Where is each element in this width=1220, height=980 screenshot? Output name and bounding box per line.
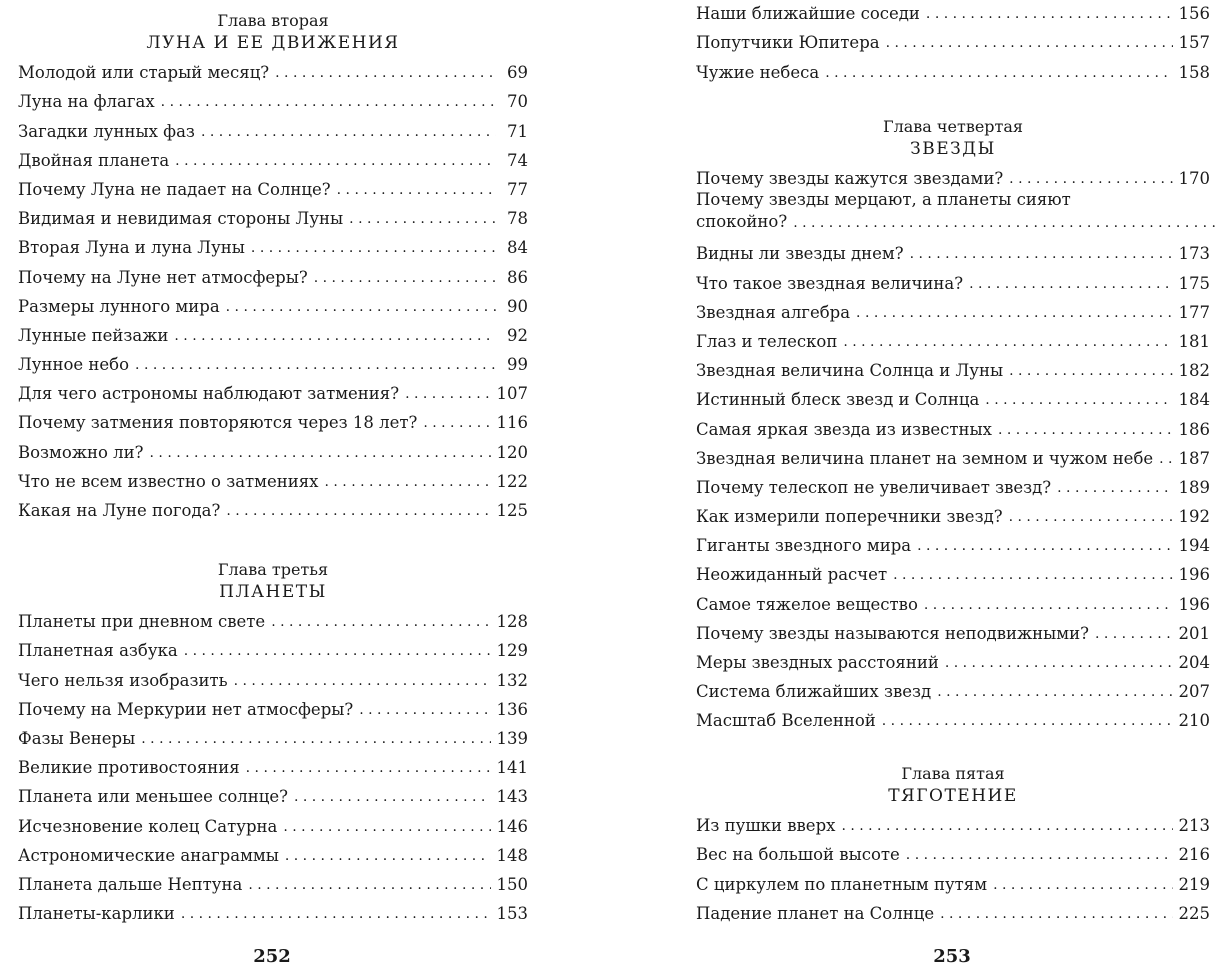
entry-title: Почему звезды кажутся звездами? (696, 169, 1004, 189)
toc-entry (18, 112, 528, 141)
dot-leader (337, 180, 496, 200)
dot-leader (1009, 361, 1172, 381)
toc-entry (18, 433, 528, 462)
entry-page: 157 (1178, 33, 1210, 53)
toc-entry (696, 189, 1210, 235)
entry-title: Планетная азбука (18, 641, 178, 661)
entry-page: 213 (1178, 816, 1210, 836)
toc-entry (18, 229, 528, 258)
entry-title: Почему телескоп не увеличивает звезд? (696, 477, 1052, 497)
dot-leader (246, 758, 491, 778)
entry-page: 107 (496, 384, 528, 404)
entry-title: Лунное небо (18, 355, 130, 375)
toc-entry (18, 288, 528, 317)
entry-page: 216 (1178, 845, 1210, 865)
entry-page: 150 (496, 874, 528, 894)
dot-leader (175, 151, 496, 171)
toc-entry (18, 463, 528, 492)
chapter-5-section (696, 763, 1210, 924)
dot-leader (325, 472, 491, 492)
entry-title: Система ближайших звезд (696, 682, 932, 702)
entry-title: Размеры лунного мира (18, 296, 220, 316)
dot-leader (886, 33, 1173, 53)
toc-entry (18, 691, 528, 720)
entry-page: 186 (1178, 419, 1210, 439)
dot-leader (924, 595, 1173, 615)
toc-entry (18, 632, 528, 661)
entry-title: Попутчики Юпитера (696, 33, 880, 53)
entry-title: Самое тяжелое вещество (696, 594, 918, 614)
toc-entry (18, 895, 528, 924)
toc-entry (18, 404, 528, 433)
toc-entry (18, 778, 528, 807)
dot-leader (226, 297, 496, 317)
entry-title: Для чего астрономы наблюдают затмения? (18, 384, 400, 404)
dot-leader (283, 817, 490, 837)
toc-entry (18, 375, 528, 404)
toc-entry (696, 556, 1210, 585)
dot-leader (937, 682, 1172, 702)
entry-title: Возможно ли? (18, 442, 144, 462)
entry-page: 158 (1178, 62, 1210, 82)
dot-leader (226, 501, 490, 521)
toc-entry (18, 492, 528, 521)
entry-page: 181 (1178, 331, 1210, 351)
entry-title: Наши ближайшие соседи (696, 4, 920, 24)
dot-leader (314, 268, 496, 288)
dot-leader (940, 904, 1172, 924)
entry-title: Истинный блеск звезд и Солнца (696, 390, 980, 410)
chapter-label: Глава третья (217, 560, 329, 579)
entry-page: 146 (496, 816, 528, 836)
toc-entry (696, 440, 1210, 469)
entry-page: 219 (1178, 874, 1210, 894)
toc-entry (696, 895, 1210, 924)
toc-entry (696, 381, 1210, 410)
entry-title: Вторая Луна и луна Луны (18, 238, 245, 258)
dot-leader (234, 671, 491, 691)
chapter-title: ЛУНА И ЕЕ ДВИЖЕНИЯ (146, 33, 400, 53)
page-number: 252 (253, 946, 291, 967)
dot-leader (1009, 507, 1173, 527)
entry-title: Звездная величина Солнца и Луны (696, 361, 1004, 381)
dot-leader (926, 4, 1173, 24)
chapter-label: Глава вторая (217, 11, 329, 30)
entry-page: 86 (507, 267, 528, 287)
toc-entry (696, 498, 1210, 527)
entry-page: 139 (496, 728, 528, 748)
chapter-label: Глава пятая (901, 764, 1005, 783)
dot-leader (856, 303, 1172, 323)
entry-page: 84 (507, 238, 528, 258)
dot-leader (1095, 624, 1173, 644)
entry-title: Глаз и телескоп (696, 331, 838, 351)
entry-page: 122 (496, 471, 528, 491)
entry-page: 189 (1178, 477, 1210, 497)
dot-leader (993, 875, 1172, 895)
entry-page: 141 (496, 758, 528, 778)
left-page (0, 0, 560, 980)
toc-entry (696, 585, 1210, 614)
entry-title: Планеты-карлики (18, 904, 175, 924)
entry-page: 128 (496, 612, 528, 632)
dot-leader (969, 274, 1172, 294)
entry-title: Падение планет на Солнце (696, 903, 935, 923)
toc-entry (18, 837, 528, 866)
entry-title: Звездная алгебра (696, 302, 851, 322)
entry-title: Почему Луна не падает на Солнце? (18, 179, 331, 199)
entry-title: Самая яркая звезда из известных (696, 419, 992, 439)
entry-page: 177 (1178, 302, 1210, 322)
dot-leader (285, 846, 491, 866)
dot-leader (1009, 169, 1172, 189)
entry-title: Гиганты звездного мира (696, 536, 912, 556)
toc-entry (696, 53, 1210, 82)
entry-page: 92 (507, 325, 528, 345)
entry-page: 120 (496, 442, 528, 462)
toc-entry (696, 469, 1210, 498)
entry-title: Звездная величина планет на земном и чужом небе (696, 448, 1154, 468)
chapter-title: ЗВЕЗДЫ (910, 139, 996, 159)
dot-leader (271, 612, 490, 632)
entry-title: Загадки лунных фаз (18, 121, 195, 141)
entry-page: 77 (507, 179, 528, 199)
entry-title: Неожиданный расчет (696, 565, 888, 585)
dot-leader (985, 390, 1172, 410)
toc-entry (696, 836, 1210, 865)
entry-title: Великие противостояния (18, 758, 240, 778)
right-page (680, 0, 1220, 980)
entry-title: Почему на Луне нет атмосферы? (18, 267, 308, 287)
entry-title: Почему на Меркурии нет атмосферы? (18, 699, 354, 719)
dot-leader (882, 711, 1173, 731)
toc-entry (696, 527, 1210, 556)
toc-entry (18, 720, 528, 749)
chapter-label: Глава четвертая (882, 117, 1024, 136)
toc-entry (696, 264, 1210, 293)
entry-title: Чего нельзя изобразить (18, 670, 228, 690)
entry-page: 210 (1178, 711, 1210, 731)
dot-leader (150, 443, 491, 463)
toc-entry (696, 807, 1210, 836)
entry-page: 207 (1178, 682, 1210, 702)
toc-entry (696, 352, 1210, 381)
toc-entries (18, 54, 528, 521)
dot-leader (174, 326, 496, 346)
toc-entry (696, 24, 1210, 53)
continued-entries-section (696, 0, 1210, 83)
dot-leader (141, 729, 490, 749)
entry-title: Видны ли звезды днем? (696, 244, 904, 264)
entry-page: 132 (496, 670, 528, 690)
dot-leader (945, 653, 1173, 673)
entry-page: 74 (507, 150, 528, 170)
entry-title: спокойно? (696, 212, 788, 232)
dot-leader (906, 845, 1173, 865)
toc-entry (18, 749, 528, 778)
toc-entry (18, 346, 528, 375)
entry-page: 196 (1178, 565, 1210, 585)
toc-entry (696, 235, 1210, 264)
entry-title: Планеты при дневном свете (18, 612, 266, 632)
entry-title: Астрономические анаграммы (18, 845, 279, 865)
toc-entry (696, 294, 1210, 323)
entry-page: 78 (507, 209, 528, 229)
toc-entry (18, 603, 528, 632)
toc-entry (18, 83, 528, 112)
page-number: 253 (933, 946, 971, 967)
entry-page: 204 (1178, 653, 1210, 672)
entry-title: Что такое звездная величина? (696, 273, 964, 293)
dot-leader (1159, 449, 1172, 469)
entry-title: Какая на Луне погода? (18, 501, 221, 520)
toc-entry (696, 0, 1210, 24)
entry-title: Планета или меньшее солнце? (18, 787, 288, 807)
dot-leader (910, 244, 1173, 264)
entry-page: 136 (496, 699, 528, 719)
entry-page: 225 (1178, 903, 1210, 923)
toc-entry (18, 54, 528, 83)
entry-page: 173 (1178, 244, 1210, 264)
dot-leader (181, 904, 491, 924)
entry-page: 175 (1178, 273, 1210, 293)
dot-leader (917, 536, 1172, 556)
chapter-2-section (18, 10, 528, 521)
entry-title: Почему затмения повторяются через 18 лет? (18, 413, 418, 433)
entry-title: С циркулем по планетным путям (696, 874, 988, 894)
toc-entries (18, 603, 528, 924)
entry-page: 170 (1178, 169, 1210, 189)
entry-page: 90 (507, 296, 528, 316)
dot-leader (251, 238, 496, 258)
dot-leader (359, 700, 490, 720)
entry-title: Почему звезды называются неподвижными? (696, 623, 1089, 643)
entry-title: Исчезновение колец Сатурна (18, 816, 278, 836)
dot-leader (135, 355, 496, 375)
dot-leader (893, 565, 1172, 585)
entry-title: Чужие небеса (696, 62, 820, 82)
entry-page: 143 (496, 787, 528, 807)
toc-entries (696, 0, 1210, 83)
entry-title: Из пушки вверх (696, 816, 836, 836)
entry-page: 125 (496, 501, 528, 520)
toc-entry (696, 702, 1210, 731)
entry-page: 192 (1178, 507, 1210, 527)
entry-page: 129 (496, 641, 528, 661)
toc-entry (696, 615, 1210, 644)
entry-page: 153 (496, 904, 528, 924)
entry-title: Фазы Венеры (18, 728, 136, 748)
entry-title: Молодой или старый месяц? (18, 63, 270, 83)
dot-leader (275, 63, 496, 83)
entry-page: 196 (1178, 594, 1210, 614)
dot-leader (405, 384, 490, 404)
dot-leader (201, 122, 496, 142)
entry-title-line1: Почему звезды мерцают, а планеты сияют (696, 190, 1071, 210)
dot-leader (294, 787, 491, 807)
dot-leader (161, 92, 496, 112)
entry-page: 156 (1178, 4, 1210, 24)
toc-entry (18, 171, 528, 200)
entry-title: Видимая и невидимая стороны Луны (18, 209, 344, 229)
toc-entry (696, 323, 1210, 352)
entry-title: Как измерили поперечники звезд? (696, 507, 1003, 527)
dot-leader (1057, 478, 1172, 498)
chapter-title: ПЛАНЕТЫ (219, 582, 327, 602)
entry-page: 201 (1178, 623, 1210, 643)
entry-page: 116 (496, 413, 528, 433)
entry-page: 99 (507, 355, 528, 375)
entry-title: Планета дальше Нептуна (18, 874, 243, 894)
entry-title: Вес на большой высоте (696, 845, 900, 865)
entry-title: Луна на флагах (18, 92, 155, 112)
chapter-title: ТЯГОТЕНИЕ (888, 786, 1018, 806)
dot-leader (349, 209, 496, 229)
toc-entry (18, 258, 528, 287)
entry-title: Меры звездных расстояний (696, 653, 939, 672)
dot-leader (248, 875, 490, 895)
dot-leader (843, 332, 1172, 352)
chapter-4-section (696, 116, 1210, 731)
toc-entry (18, 142, 528, 171)
toc-entry (18, 200, 528, 229)
toc-entries (696, 160, 1210, 731)
toc-entry (696, 410, 1210, 439)
entry-title: Что не всем известно о затмениях (18, 471, 319, 491)
toc-entries (696, 807, 1210, 924)
entry-page: 184 (1178, 390, 1210, 410)
toc-entry (18, 807, 528, 836)
entry-page: 182 (1178, 361, 1210, 381)
chapter-3-section (18, 559, 528, 924)
dot-leader (793, 213, 1220, 233)
toc-entry (696, 673, 1210, 702)
toc-entry (696, 644, 1210, 673)
dot-leader (825, 63, 1172, 83)
toc-entry (696, 865, 1210, 894)
dot-leader (998, 420, 1173, 440)
entry-page: 70 (507, 92, 528, 112)
dot-leader (184, 641, 491, 661)
entry-title: Масштаб Вселенной (696, 711, 876, 731)
entry-title: Двойная планета (18, 150, 170, 170)
entry-title: Лунные пейзажи (18, 325, 169, 345)
entry-page: 71 (507, 121, 528, 141)
dot-leader (423, 413, 490, 433)
entry-page: 194 (1178, 536, 1210, 556)
toc-entry (18, 866, 528, 895)
entry-page: 148 (496, 845, 528, 865)
entry-page: 187 (1178, 448, 1210, 468)
dot-leader (841, 816, 1172, 836)
toc-entry (18, 661, 528, 690)
toc-entry (696, 160, 1210, 189)
toc-entry (18, 317, 528, 346)
entry-page: 69 (507, 63, 528, 83)
